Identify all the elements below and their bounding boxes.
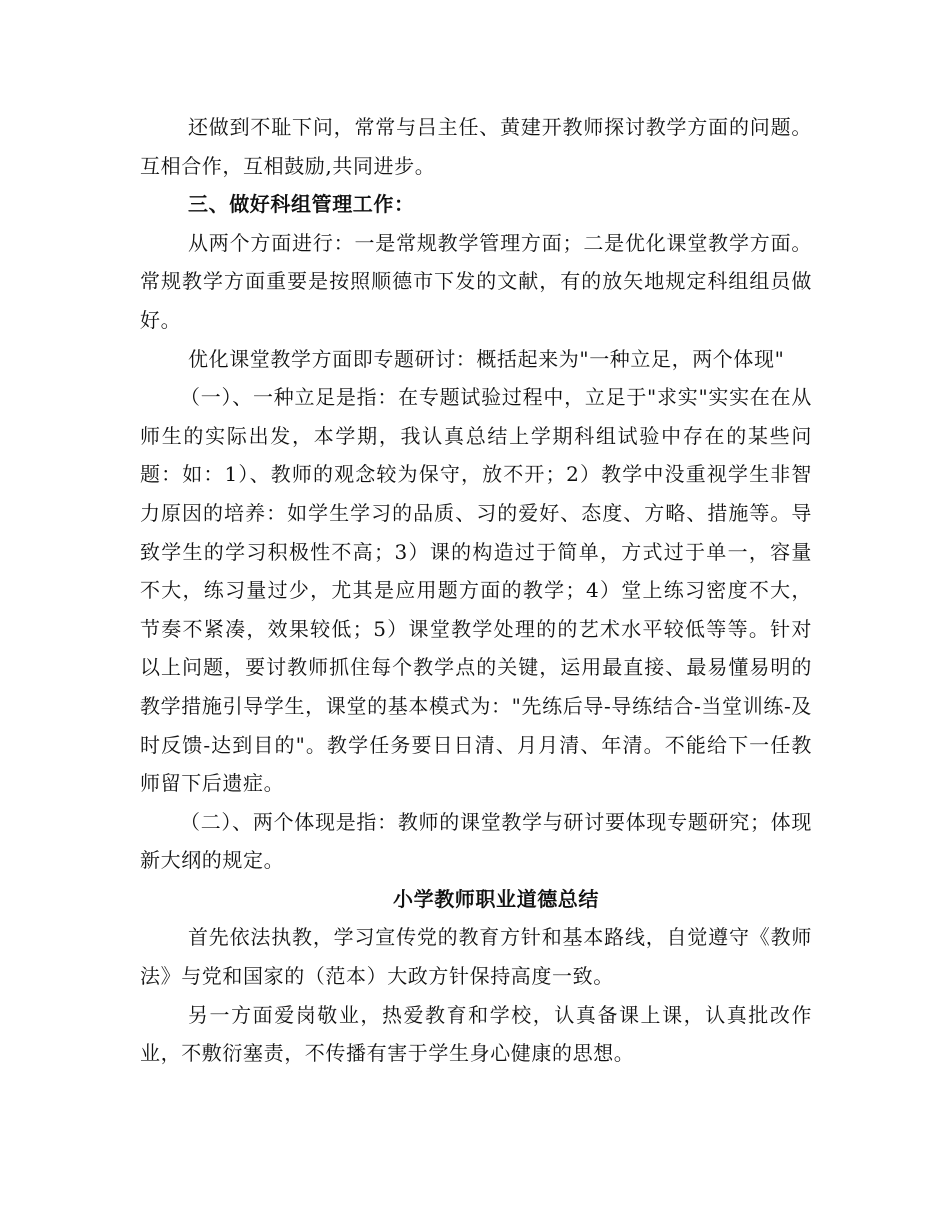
paragraph-collaboration: 还做到不耻下问，常常与吕主任、黄建开教师探讨教学方面的问题。互相合作，互相鼓励,共同进步。 (140, 115, 812, 178)
paragraph-one-foundation: （一）、一种立足是指：在专题试验过程中，立足于"求实"实实在在从师生的实际出发，本学期，我认真总结上学期科组试验中存在的某些问题：如：1）、教师的观念较为保守，放不开；2）教学中没重视学生非智力原因的培养：如学生学习的品质、习的爱好、态度、方略、措施等。导致学生的学习积极性不高；3）课的构造过于简单，方式过于单一，容量不大，练习量过少，尤其是应用题方面的教学；4）堂上练习密度不大，节奏不紧凑，效果较低；5）课堂教学处理的的艺术水平较低等等。针对以上问题，要讨教师抓住每个教学点的关键，运用最直接、最易懂易明的教学措施引导学生，课堂的基本模式为："先练后导-导练结合-当堂训练-及时反馈-达到目的"。教学任务要日日清、月月清、年清。不能给下一任教师留下后遗症。 (140, 385, 812, 796)
document-body (140, 108, 812, 1073)
section-title-ethics-summary: 小学教师职业道德总结 (393, 886, 599, 911)
section-heading-group-management: 三、做好科组管理工作： (188, 192, 415, 217)
paragraph-law-teaching: 首先依法执教，学习宣传党的教育方针和基本路线，自觉遵守《教师法》与党和国家的（范本）大政方针保持高度一致。 (140, 925, 812, 989)
paragraph-two-embodiments: （二）、两个体现是指：教师的课堂教学与研讨要体现专题研究；体现新大纲的规定。 (140, 809, 812, 873)
paragraph-dedication: 另一方面爱岗敬业，热爱教育和学校，认真备课上课，认真批改作业，不敷衍塞责，不传播有害于学生身心健康的思想。 (140, 1002, 812, 1066)
paragraph-two-aspects: 从两个方面进行：一是常规教学管理方面；二是优化课堂教学方面。常规教学方面重要是按照顺德市下发的文献，有的放矢地规定科组组员做好。 (140, 230, 812, 332)
paragraph-topic-research: 优化课堂教学方面即专题研讨：概括起来为"一种立足，两个体现" (188, 346, 785, 371)
